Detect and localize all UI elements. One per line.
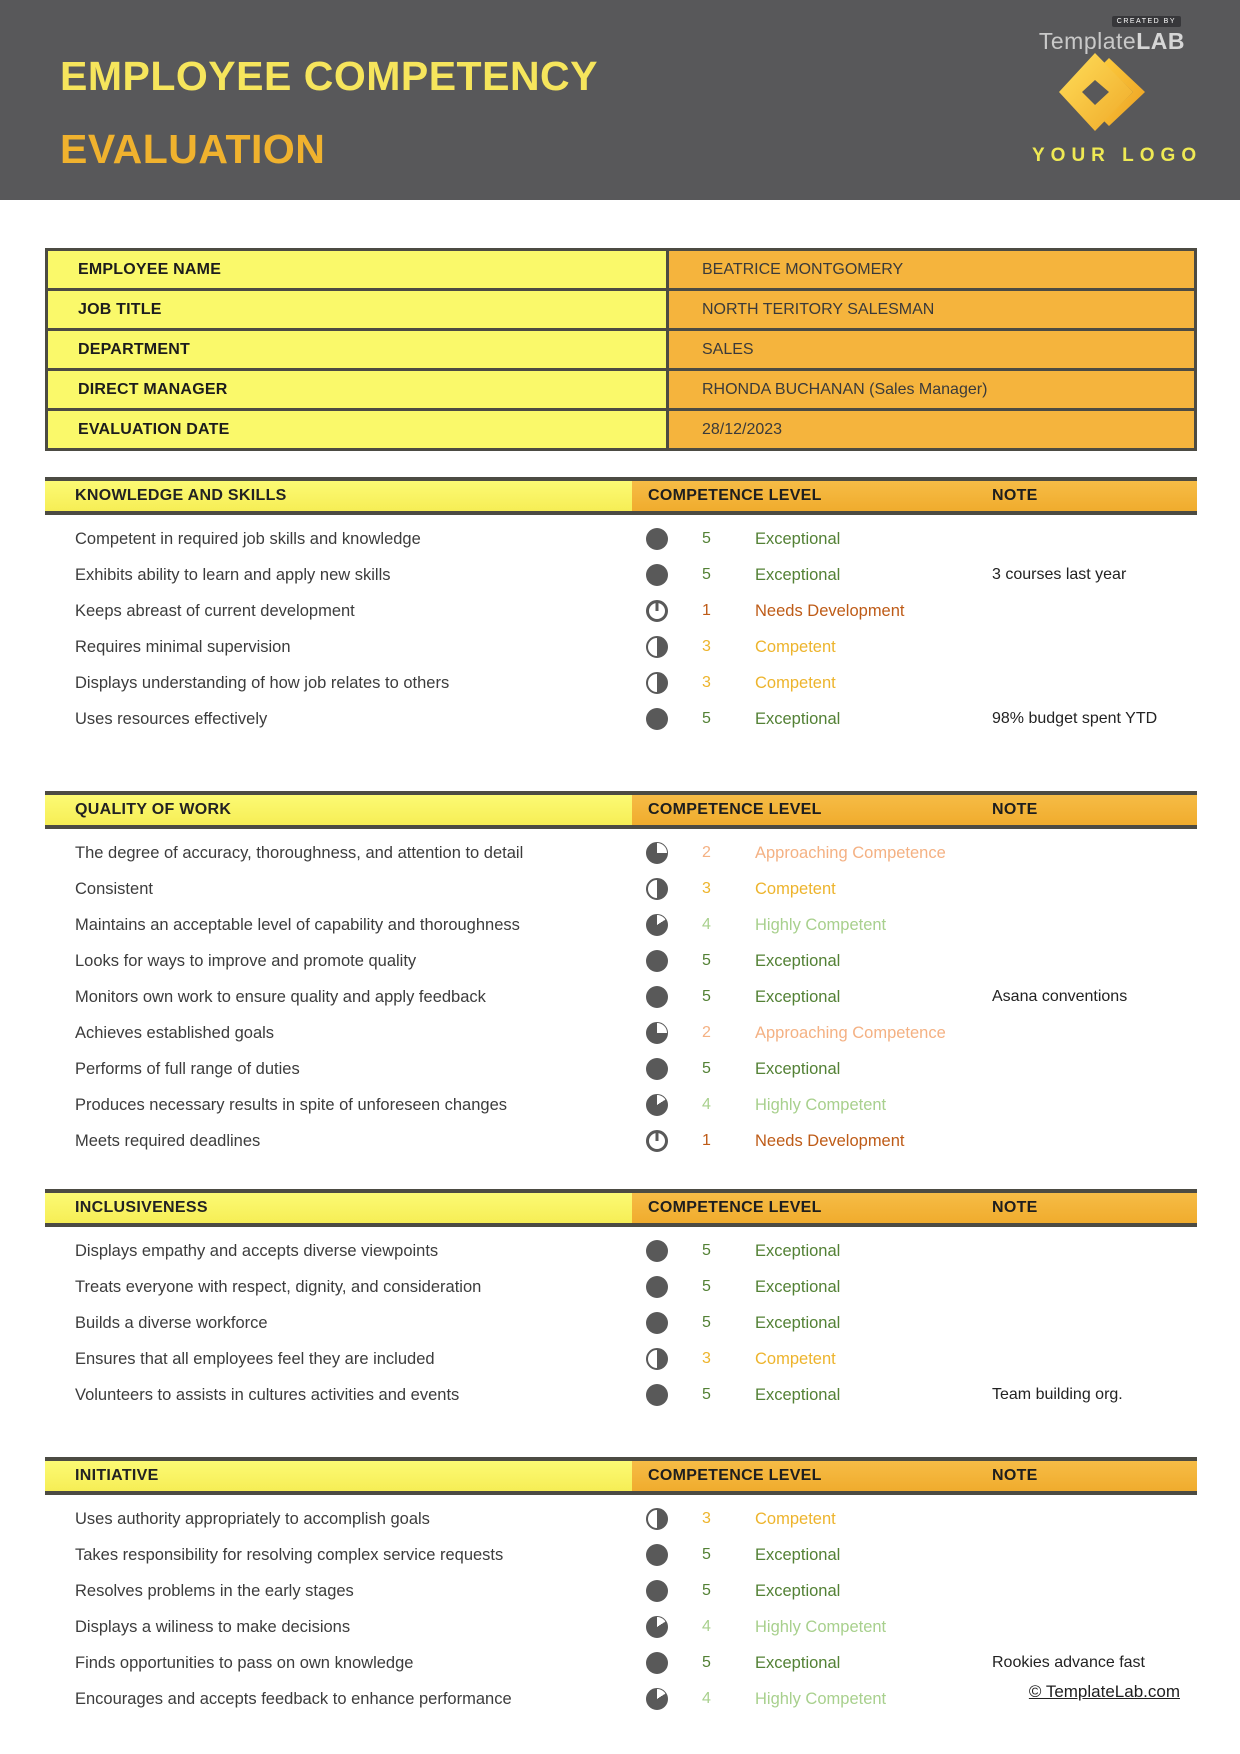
skill-text: The degree of accuracy, thoroughness, and attention to detail [75,843,524,862]
level-label: Needs Development [755,1131,905,1150]
competence-pie-icon [646,1022,668,1044]
score-value: 2 [702,844,711,861]
section-inclusiveness [45,1189,1197,1413]
section-title: INITIATIVE [45,1461,632,1491]
competence-pie-icon [646,1580,668,1602]
competence-pie-icon [646,1652,668,1674]
section-header [45,791,1197,829]
competence-level-header: COMPETENCE LEVEL [632,1193,992,1223]
level-label: Exceptional [755,987,841,1006]
brand-lab-text: LAB [1136,28,1185,54]
section-title: KNOWLEDGE AND SKILLS [45,481,632,511]
score-value: 5 [702,1654,711,1671]
section-knowledge-and-skills [45,477,1197,737]
competence-pie-icon [646,636,668,658]
section-title: QUALITY OF WORK [45,795,632,825]
competence-pie-icon [646,1688,668,1710]
competence-pie-icon [646,1094,668,1116]
info-value: NORTH TERITORY SALESMAN [668,290,1196,330]
info-value: SALES [668,330,1196,370]
skill-text: Treats everyone with respect, dignity, and consideration [75,1277,482,1296]
skill-text: Looks for ways to improve and promote quality [75,951,417,970]
note-header: NOTE [992,1461,1197,1491]
competence-pie-icon [646,950,668,972]
competency-row [45,593,1197,629]
skill-text: Keeps abreast of current development [75,601,355,620]
note-text: 3 courses last year [992,566,1127,583]
info-label: DIRECT MANAGER [47,370,668,410]
level-label: Exceptional [755,1241,841,1260]
competence-pie-icon [646,708,668,730]
competence-pie-icon [646,1616,668,1638]
section-rows [45,1227,1197,1413]
info-label: JOB TITLE [47,290,668,330]
page-banner [0,0,1240,200]
score-value: 4 [702,1096,711,1113]
competency-row [45,979,1197,1015]
score-value: 5 [702,1546,711,1563]
page-title-line2: EVALUATION [60,126,326,172]
competence-pie-icon [646,1384,668,1406]
skill-text: Exhibits ability to learn and apply new skills [75,565,391,584]
section-header [45,477,1197,515]
score-value: 5 [702,710,711,727]
score-value: 4 [702,916,711,933]
skill-text: Maintains an acceptable level of capability and thoroughness [75,915,520,934]
skill-text: Takes responsibility for resolving complex service requests [75,1545,504,1564]
competency-row [45,871,1197,907]
level-label: Competent [755,637,836,656]
competence-pie-icon [646,1348,668,1370]
templatelab-brand [1039,10,1185,55]
competence-pie-icon [646,672,668,694]
templatelab-wordmark [1039,28,1185,55]
score-value: 3 [702,1510,711,1527]
level-label: Exceptional [755,1313,841,1332]
skill-text: Competent in required job skills and knowledge [75,529,421,548]
competency-row [45,1501,1197,1537]
level-label: Highly Competent [755,1617,887,1636]
competence-pie-icon [646,1240,668,1262]
skill-text: Meets required deadlines [75,1131,261,1150]
note-header: NOTE [992,795,1197,825]
level-label: Highly Competent [755,1095,887,1114]
competence-pie-icon [646,986,668,1008]
competency-row [45,1537,1197,1573]
info-value: BEATRICE MONTGOMERY [668,250,1196,290]
employee-info-table [45,248,1197,451]
created-by-label: CREATED BY [1112,16,1181,27]
score-value: 5 [702,566,711,583]
competency-row [45,1087,1197,1123]
skill-text: Ensures that all employees feel they are included [75,1349,435,1368]
competency-row [45,1645,1197,1681]
section-header [45,1189,1197,1227]
level-label: Exceptional [755,1581,841,1600]
note-text: Team building org. [992,1386,1123,1403]
footer-link[interactable]: © TemplateLab.com [1028,1682,1180,1701]
score-value: 4 [702,1618,711,1635]
competence-pie-icon [646,914,668,936]
competency-row [45,1341,1197,1377]
competence-pie-icon [646,842,668,864]
your-logo-caption: YOUR LOGO [1032,145,1203,166]
competency-row [45,1051,1197,1087]
section-rows [45,829,1197,1159]
level-label: Exceptional [755,1653,841,1672]
info-value: RHONDA BUCHANAN (Sales Manager) [668,370,1196,410]
level-label: Exceptional [755,1059,841,1078]
competency-row [45,1681,1197,1717]
level-label: Approaching Competence [755,843,946,862]
note-text: Rookies advance fast [992,1654,1145,1671]
competency-row [45,835,1197,871]
note-header: NOTE [992,1193,1197,1223]
info-label: DEPARTMENT [47,330,668,370]
score-value: 5 [702,1582,711,1599]
skill-text: Requires minimal supervision [75,637,291,656]
level-label: Competent [755,879,836,898]
note-header: NOTE [992,481,1197,511]
competency-row [45,1305,1197,1341]
competence-pie-icon [646,528,668,550]
score-value: 2 [702,1024,711,1041]
info-row [47,370,1196,410]
competency-row [45,1573,1197,1609]
section-rows [45,1495,1197,1717]
score-value: 3 [702,674,711,691]
skill-text: Encourages and accepts feedback to enhance performance [75,1689,512,1708]
info-value: 28/12/2023 [668,410,1196,450]
page-title-line1: EMPLOYEE COMPETENCY [60,53,599,99]
score-value: 5 [702,530,711,547]
info-row [47,250,1196,290]
score-value: 4 [702,1690,711,1707]
skill-text: Performs of full range of duties [75,1059,300,1078]
section-header [45,1457,1197,1495]
skill-text: Uses authority appropriately to accomplish goals [75,1509,430,1528]
competence-pie-icon [646,1058,668,1080]
level-label: Exceptional [755,1545,841,1564]
competency-row [45,1269,1197,1305]
level-label: Exceptional [755,951,841,970]
level-label: Exceptional [755,1385,841,1404]
section-title: INCLUSIVENESS [45,1193,632,1223]
score-value: 5 [702,1278,711,1295]
competence-level-header: COMPETENCE LEVEL [632,481,992,511]
competency-row [45,1377,1197,1413]
competence-pie-icon [646,1312,668,1334]
skill-text: Monitors own work to ensure quality and apply feedback [75,987,486,1006]
competency-row [45,701,1197,737]
competence-pie-icon [646,1544,668,1566]
skill-text: Volunteers to assists in cultures activities and events [75,1385,460,1404]
competency-row [45,1015,1197,1051]
competency-row [45,665,1197,701]
info-label: EVALUATION DATE [47,410,668,450]
score-value: 1 [702,602,711,619]
level-label: Highly Competent [755,915,887,934]
skill-text: Finds opportunities to pass on own knowledge [75,1653,414,1672]
competency-row [45,943,1197,979]
level-label: Competent [755,1349,836,1368]
competency-row [45,1123,1197,1159]
competence-level-header: COMPETENCE LEVEL [632,795,992,825]
competency-row [45,521,1197,557]
page-title [60,40,598,186]
competency-row [45,907,1197,943]
skill-text: Uses resources effectively [75,709,268,728]
level-label: Approaching Competence [755,1023,946,1042]
score-value: 5 [702,988,711,1005]
skill-text: Displays understanding of how job relates to others [75,673,450,692]
score-value: 5 [702,1386,711,1403]
section-quality-of-work [45,791,1197,1159]
level-label: Exceptional [755,529,841,548]
skill-text: Resolves problems in the early stages [75,1581,354,1600]
info-row [47,290,1196,330]
section-initiative [45,1457,1197,1717]
skill-text: Builds a diverse workforce [75,1313,268,1332]
skill-text: Achieves established goals [75,1023,275,1042]
company-logo [1032,52,1203,167]
skill-text: Produces necessary results in spite of unforeseen changes [75,1095,507,1114]
info-row [47,410,1196,450]
info-label: EMPLOYEE NAME [47,250,668,290]
section-rows [45,515,1197,737]
score-value: 5 [702,1314,711,1331]
info-row [47,330,1196,370]
level-label: Highly Competent [755,1689,887,1708]
score-value: 5 [702,1060,711,1077]
level-label: Exceptional [755,1277,841,1296]
note-text: 98% budget spent YTD [992,710,1158,727]
competence-pie-icon [646,1508,668,1530]
score-value: 5 [702,1242,711,1259]
competency-row [45,629,1197,665]
competence-pie-icon [646,564,668,586]
score-value: 1 [702,1132,711,1149]
skill-text: Displays a wiliness to make decisions [75,1617,351,1636]
skill-text: Displays empathy and accepts diverse viewpoints [75,1241,439,1260]
competency-row [45,557,1197,593]
competency-row [45,1609,1197,1645]
competence-pie-icon [646,1130,668,1152]
level-label: Competent [755,673,836,692]
competence-level-header: COMPETENCE LEVEL [632,1461,992,1491]
score-value: 3 [702,1350,711,1367]
score-value: 5 [702,952,711,969]
brand-template-text: Template [1038,28,1137,54]
level-label: Exceptional [755,709,841,728]
level-label: Exceptional [755,565,841,584]
score-value: 3 [702,638,711,655]
diamond-logo-icon [1057,52,1157,132]
level-label: Competent [755,1509,836,1528]
competence-pie-icon [646,600,668,622]
level-label: Needs Development [755,601,905,620]
score-value: 3 [702,880,711,897]
competence-pie-icon [646,1276,668,1298]
note-text: Asana conventions [992,988,1128,1005]
competence-pie-icon [646,878,668,900]
competency-row [45,1233,1197,1269]
skill-text: Consistent [75,879,153,898]
